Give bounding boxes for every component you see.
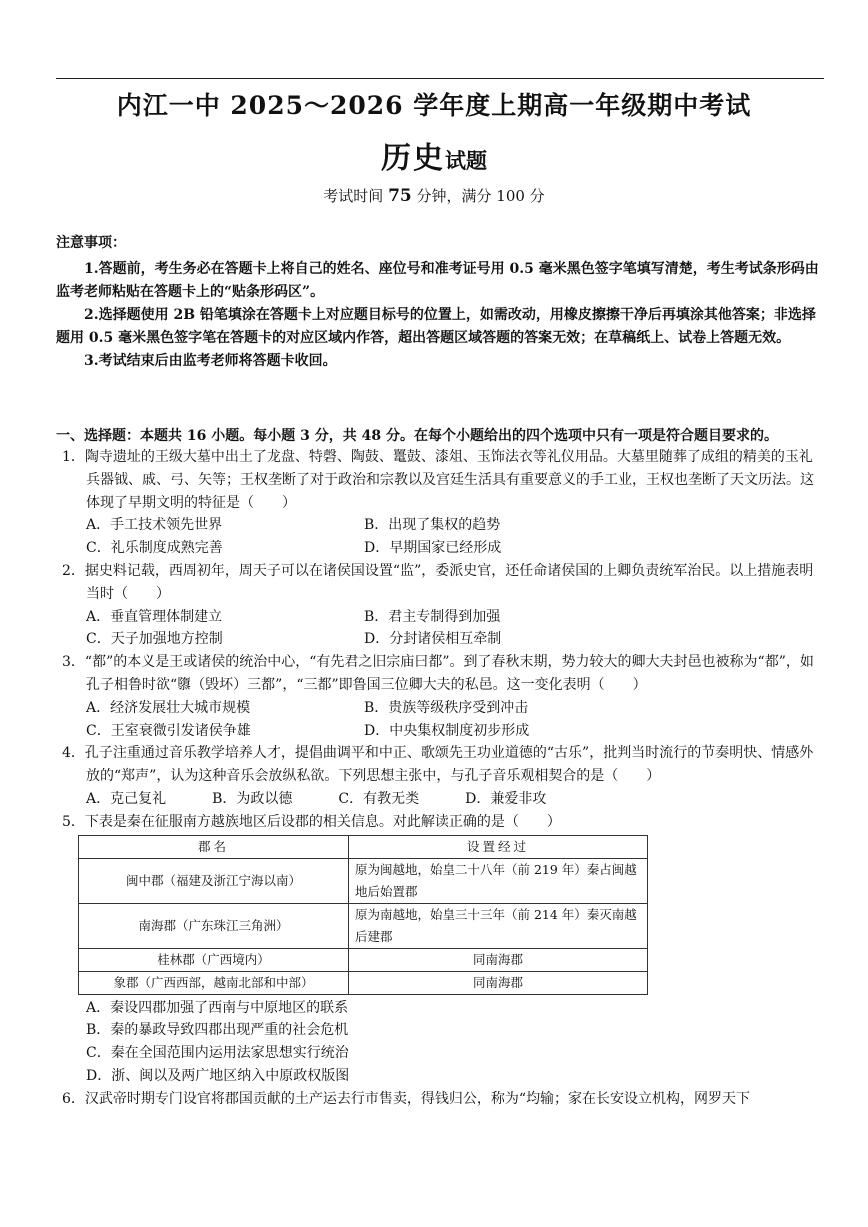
option-a[interactable]: A．秦设四郡加强了西南与中原地区的联系 [86, 999, 349, 1016]
question-stem: 6．汉武帝时期专门设官将郡国贡献的土产运去行市售卖，得钱归公，称为“均输；家在长安设立机构，网罗天下 [62, 1090, 751, 1107]
option-d[interactable]: D．中央集权制度初步形成 [364, 722, 530, 739]
table-cell: 闽中郡（福建及浙江宁海以南） [79, 858, 349, 903]
table-row [79, 948, 648, 971]
exam-info-suffix: 分钟，满分 100 分 [411, 187, 545, 205]
option-group [56, 697, 826, 743]
option-b[interactable]: B．秦的暴政导致四郡出现严重的社会危机 [86, 1022, 349, 1039]
table-cell: 原为闽越地，始皇二十八年（前 219 年）秦占闽越地后始置郡 [349, 858, 648, 903]
question-stem: 4．孔子注重通过音乐教学培养人才，提倡曲调平和中正、歌颂先王功业道德的“古乐”，批判当时流行的节奏明快、情感外放的“郑声”，认为这种音乐会放纵私欲。下列思想主张中，与孔子音乐观相契合的是（ ） [62, 745, 814, 785]
question-stem: 5．下表是秦在征服南方越族地区后设郡的相关信息。对此解读正确的是（ ） [62, 813, 561, 830]
option-group [56, 788, 826, 811]
option-a[interactable]: A．克己复礼 [86, 790, 167, 807]
notice-item: 3.考试结束后由监考老师将答题卡收回。 [84, 353, 337, 369]
commandery-table [78, 835, 648, 995]
section-1-title: 一、选择题：本题共 16 小题。每小题 3 分，共 48 分。在每个小题给出的四个选项中只有一项是符合题目要求的。 [56, 428, 778, 444]
question-1 [56, 446, 826, 560]
exam-info [0, 185, 868, 206]
table-cell: 象郡（广西西部，越南北部和中部） [79, 971, 349, 994]
table-cell: 南海郡（广东珠江三角洲） [79, 903, 349, 948]
option-c[interactable]: C．礼乐制度成熟完善 [86, 540, 223, 557]
question-stem: 1．陶寺遗址的王级大墓中出土了龙盘、特磬、陶鼓、鼍鼓、漆俎、玉饰法衣等礼仪用品。大墓里随葬了成组的精美的玉礼兵器钺、戚、弓、矢等；王权垄断了对于政治和宗教以及宫廷生活具有重要意义的手工业，王权也垄断了天文历法。这体现了早期文明的特征是（ ） [62, 449, 814, 511]
table-cell: 桂林郡（广西境内） [79, 948, 349, 971]
table-row [79, 971, 648, 994]
table-header: 设置经过 [349, 835, 648, 858]
notice-heading: 注意事项： [56, 235, 126, 251]
option-a[interactable]: A．经济发展壮大城市规模 [86, 699, 251, 716]
notice-item: 2.选择题使用 2B 铅笔填涂在答题卡上对应题目标号的位置上，如需改动，用橡皮擦擦干净后再填涂其他答案；非选择题用 0.5 毫米黑色签字笔在答题卡的对应区域内作答，超出答题区域答题的答案无效；在草稿纸上、试卷上答题无效。 [56, 307, 816, 346]
option-b[interactable]: B．君主专制得到加强 [364, 608, 501, 625]
question-5 [56, 811, 826, 1088]
option-b[interactable]: B．为政以德 [212, 790, 293, 807]
notice-item: 1.答题前，考生务必在答题卡上将自己的姓名、座位号和准考证号用 0.5 毫米黑色签字笔填写清楚，考生考试条形码由监考老师粘贴在答题卡上的“贴条形码区”。 [56, 261, 819, 300]
table-header: 郡名 [79, 835, 349, 858]
option-c[interactable]: C．天子加强地方控制 [86, 631, 223, 648]
header-rule [56, 78, 824, 79]
option-group [56, 606, 826, 652]
exam-duration: 75 [388, 186, 412, 206]
subject-suffix: 试题 [445, 148, 487, 173]
subject-title [0, 133, 868, 177]
table-row [79, 903, 648, 948]
option-b[interactable]: B．贵族等级秩序受到冲击 [364, 699, 529, 716]
question-2 [56, 560, 826, 651]
option-d[interactable]: D．早期国家已经形成 [364, 540, 502, 557]
option-d[interactable]: D．浙、闽以及两广地区纳入中原政权版图 [86, 1067, 350, 1084]
question-3 [56, 651, 826, 742]
table-cell: 同南海郡 [349, 971, 648, 994]
option-d[interactable]: D．分封诸侯相互牵制 [364, 631, 502, 648]
question-stem: 2．据史料记载，西周初年，周天子可以在诸侯国设置“监”，委派史官，还任命诸侯国的上卿负责统军治民。以上措施表明当时（ ） [62, 562, 814, 602]
question-4 [56, 742, 826, 810]
option-b[interactable]: B．出现了集权的趋势 [364, 517, 501, 534]
option-a[interactable]: A．手工技术领先世界 [86, 517, 223, 534]
option-c[interactable]: C．秦在全国范围内运用法家思想实行统治 [86, 1045, 349, 1062]
notice-section [56, 232, 826, 373]
option-group [56, 514, 826, 560]
table-header-row [79, 835, 648, 858]
option-a[interactable]: A．垂直管理体制建立 [86, 608, 223, 625]
option-c[interactable]: C．有教无类 [338, 790, 420, 807]
table-cell: 原为南越地，始皇三十三年（前 214 年）秦灭南越后建郡 [349, 903, 648, 948]
subject-main: 历史 [381, 141, 445, 176]
question-list [56, 446, 826, 1111]
option-d[interactable]: D．兼爱非攻 [465, 790, 547, 807]
exam-info-prefix: 考试时间 [323, 187, 389, 205]
question-stem: 3．“都”的本义是王或诸侯的统治中心，“有先君之旧宗庙曰都”。到了春秋末期，势力较大的卿大夫封邑也被称为“都”，如孔子相鲁时欲“隳（毁坏）三都”，“三都”即鲁国三位卿大夫的私邑。这一变化表明（ ） [62, 654, 814, 693]
option-c[interactable]: C．王室衰微引发诸侯争雄 [86, 722, 251, 739]
table-row [79, 858, 648, 903]
question-6 [56, 1088, 826, 1111]
table-cell: 同南海郡 [349, 948, 648, 971]
exam-title: 内江一中 2025～2026 学年度上期高一年级期中考试 [116, 91, 752, 120]
